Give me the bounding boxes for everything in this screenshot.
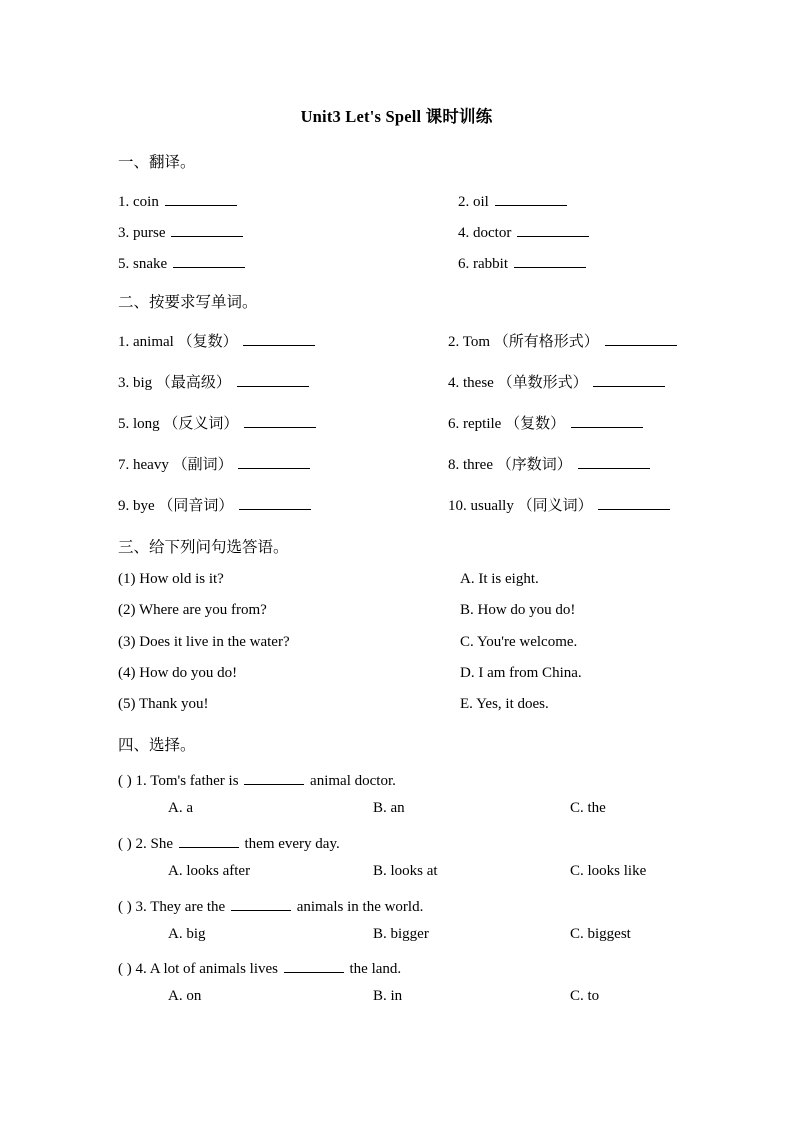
fill-item [118,454,312,473]
match-answer: E. Yes, it does. [460,696,549,712]
stem-after: animals in the world. [296,898,424,915]
stem-before: They are the [150,898,226,915]
section-heading-4: 四、选择。 [118,737,196,754]
fill-item [118,253,247,272]
item-word: doctor [473,224,512,241]
section-heading-3: 三、给下列问句选答语。 [118,539,289,556]
question-number: 3. [135,898,147,915]
answer-blank[interactable] [237,372,309,387]
item-word: bye [133,497,155,514]
stem-before: A lot of animals lives [149,960,279,977]
item-word: coin [133,193,159,210]
answer-bracket[interactable]: ( ) [118,898,132,915]
answer-blank[interactable] [593,372,665,387]
answer-blank[interactable] [517,222,589,237]
item-number: 5. [118,255,130,272]
answer-bracket[interactable]: ( ) [118,960,132,977]
mc-question-stem [118,833,340,852]
answer-blank[interactable] [244,413,316,428]
answer-blank[interactable] [514,253,586,268]
item-hint: （同义词） [517,497,593,514]
fill-item [458,222,591,241]
item-word: animal [133,333,174,350]
answer-blank[interactable] [231,896,291,911]
match-question: (5) Thank you! [118,696,209,712]
item-word: big [133,374,153,391]
mc-question-stem [118,958,401,977]
answer-blank[interactable] [179,833,239,848]
match-question: (2) Where are you from? [118,602,267,618]
stem-before: Tom's father is [150,772,239,789]
item-hint: （单数形式） [497,374,588,391]
item-number: 4. [448,374,460,391]
item-number: 1. [118,193,130,210]
answer-blank[interactable] [238,454,310,469]
fill-item [118,413,318,432]
item-hint: （序数词） [496,456,572,473]
match-answer: B. How do you do! [460,602,576,618]
item-number: 9. [118,497,130,514]
item-hint: （反义词） [163,415,239,432]
mc-option[interactable]: A. big [168,926,206,942]
answer-blank[interactable] [578,454,650,469]
item-number: 2. [458,193,470,210]
item-word: usually [470,497,514,514]
item-number: 5. [118,415,130,432]
item-number: 10. [448,497,467,514]
fill-item [458,191,569,210]
item-number: 3. [118,374,130,391]
item-hint: （复数） [177,333,238,350]
mc-option[interactable]: C. the [570,800,606,816]
answer-blank[interactable] [239,495,311,510]
page-title: Unit3 Let's Spell 课时训练 [300,107,493,126]
answer-blank[interactable] [495,191,567,206]
fill-item [448,413,645,432]
mc-option[interactable]: B. looks at [373,863,438,879]
mc-question-stem [118,770,396,789]
item-number: 6. [448,415,460,432]
item-word: oil [473,193,489,210]
answer-blank[interactable] [244,770,304,785]
item-number: 2. [448,333,460,350]
match-question: (4) How do you do! [118,665,238,681]
match-answer: A. It is eight. [460,571,539,587]
section-heading-2: 二、按要求写单词。 [118,294,258,311]
item-hint: （同音词） [158,497,234,514]
fill-item [118,372,311,391]
mc-option[interactable]: C. to [570,988,600,1004]
answer-bracket[interactable]: ( ) [118,835,132,852]
item-word: snake [133,255,168,272]
fill-item [118,191,239,210]
item-word: purse [133,224,166,241]
fill-item [118,331,317,350]
mc-option[interactable]: A. looks after [168,863,251,879]
mc-question-stem [118,896,423,915]
item-number: 6. [458,255,470,272]
fill-item [118,495,313,514]
match-answer: D. I am from China. [460,665,582,681]
item-hint: （副词） [172,456,233,473]
answer-blank[interactable] [284,958,344,973]
item-word: heavy [133,456,169,473]
match-question: (1) How old is it? [118,571,224,587]
answer-blank[interactable] [598,495,670,510]
item-hint: （最高级） [155,374,231,391]
item-word: Tom [462,333,491,350]
item-hint: （复数） [505,415,566,432]
answer-blank[interactable] [605,331,677,346]
fill-item [118,222,245,241]
item-word: rabbit [473,255,508,272]
mc-option[interactable]: B. bigger [373,926,429,942]
stem-before: She [150,835,173,852]
mc-option[interactable]: B. an [373,800,405,816]
question-number: 4. [135,960,147,977]
mc-option[interactable]: B. in [373,988,403,1004]
item-number: 1. [118,333,130,350]
fill-item [458,253,588,272]
fill-item [448,495,672,514]
item-number: 8. [448,456,460,473]
fill-item [448,454,652,473]
mc-option[interactable]: C. biggest [570,926,631,942]
mc-option[interactable]: A. a [168,800,193,816]
item-number: 4. [458,224,470,241]
mc-option[interactable]: A. on [168,988,202,1004]
question-number: 1. [135,772,147,789]
item-word: these [463,374,494,391]
match-question: (3) Does it live in the water? [118,634,290,650]
item-hint: （所有格形式） [493,333,599,350]
stem-after: the land. [349,960,402,977]
answer-blank[interactable] [243,331,315,346]
answer-blank[interactable] [571,413,643,428]
fill-item [448,331,679,350]
fill-item [448,372,667,391]
item-number: 7. [118,456,130,473]
item-number: 3. [118,224,130,241]
item-word: long [133,415,160,432]
answer-bracket[interactable]: ( ) [118,772,132,789]
mc-option[interactable]: C. looks like [570,863,647,879]
item-word: reptile [463,415,502,432]
match-answer: C. You're welcome. [460,634,578,650]
answer-blank[interactable] [165,191,237,206]
stem-after: them every day. [244,835,340,852]
question-number: 2. [135,835,147,852]
stem-after: animal doctor. [310,772,396,789]
item-word: three [463,456,493,473]
section-heading-1: 一、翻译。 [118,154,196,171]
answer-blank[interactable] [171,222,243,237]
answer-blank[interactable] [173,253,245,268]
